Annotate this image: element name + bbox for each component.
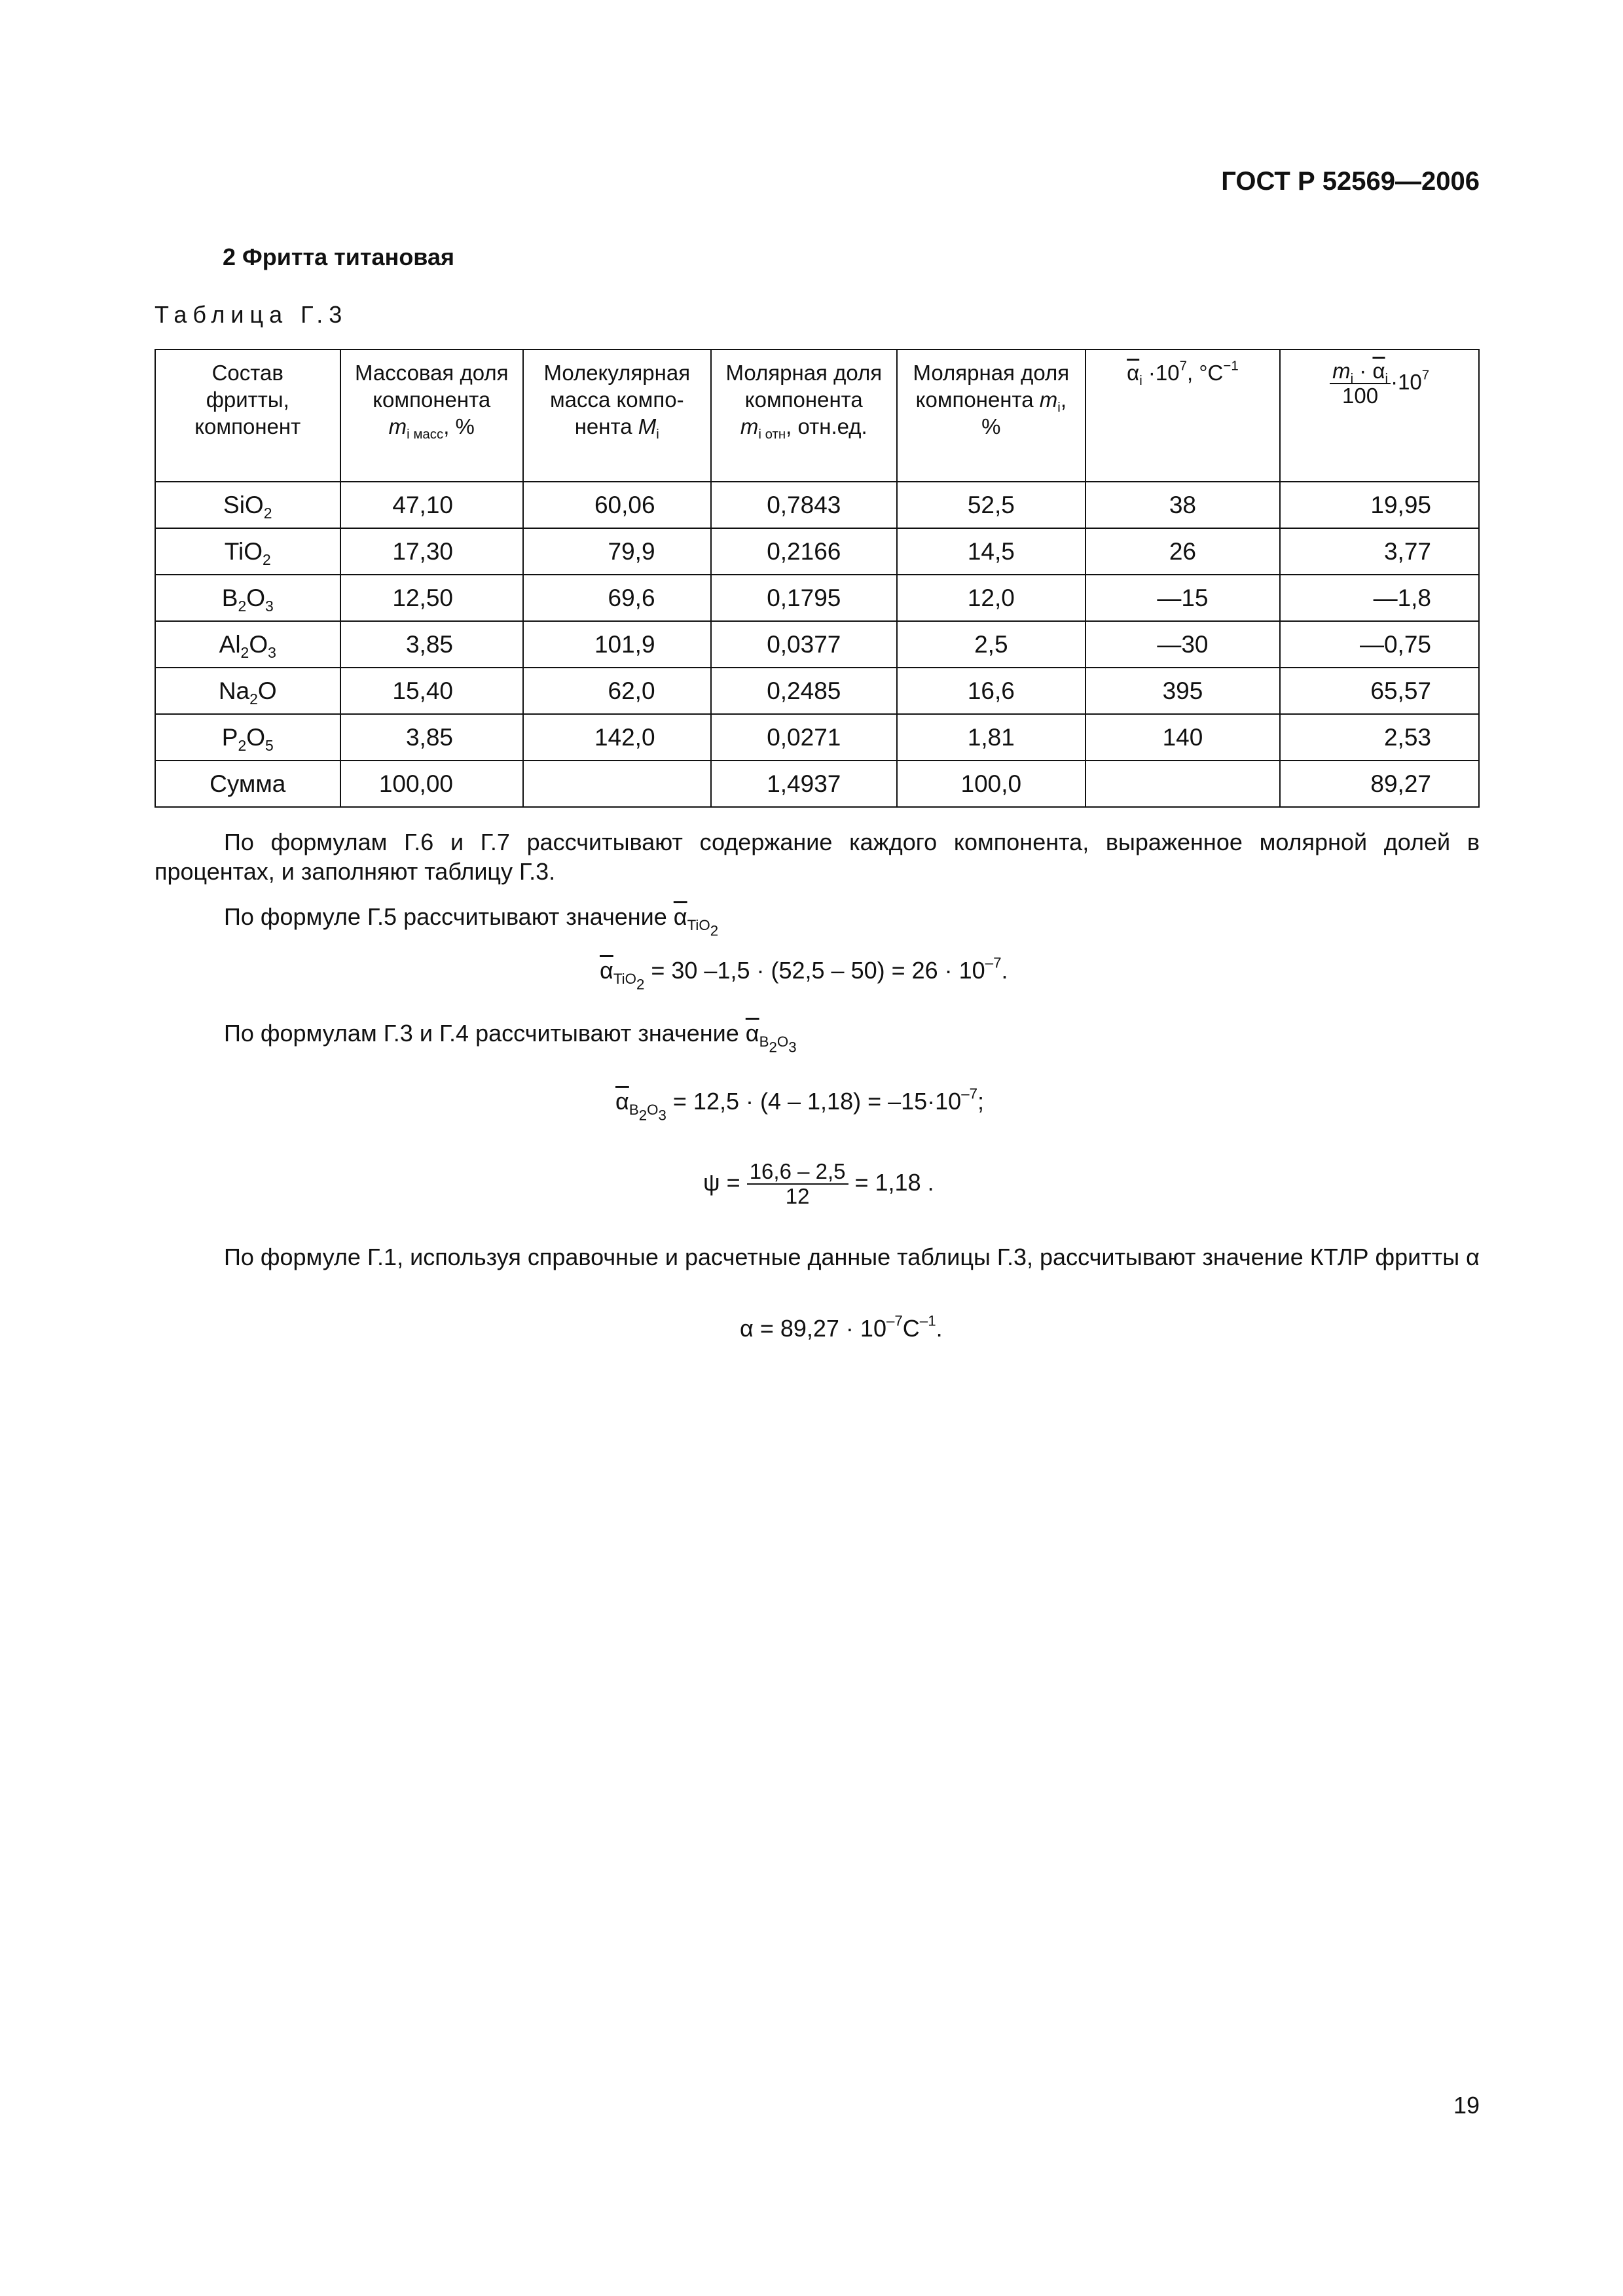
header-molar-fraction-percent: Молярная доля компонента $m_i$, %: [897, 350, 1085, 472]
table-row: [155, 482, 1479, 528]
cell-mass-fraction: 15,40: [340, 668, 523, 714]
header-relative-molar-fraction: Молярная доля компонента $m_{i отн}$, отн.ед.: [711, 350, 898, 472]
header-mass-fraction: Массовая доля компонента $m_{i масс}$, %: [340, 350, 523, 472]
cell-product: 65,57: [1280, 668, 1479, 714]
header-alpha: $\overline{\alpha}_i \cdot 10^7$, $^\circ C^{-1}$: [1085, 350, 1281, 472]
cell-mass-fraction: 3,85: [340, 621, 523, 668]
header-product-fraction: $\frac{m_i \cdot \overline{\alpha}_i}{100}$: [1330, 359, 1391, 408]
cell-molar-percent: 2,5: [897, 621, 1085, 668]
page-number: 19: [1453, 2092, 1480, 2119]
cell-molar-mass: [523, 761, 711, 807]
cell-molar-mass: 69,6: [523, 575, 711, 621]
cell-molar-percent: 14,5: [897, 528, 1085, 575]
header-composition: Состав фритты, компонент: [155, 350, 340, 472]
cell-molar-percent: 12,0: [897, 575, 1085, 621]
cell-molar-mass: 62,0: [523, 668, 711, 714]
cell-molar-percent: 52,5: [897, 482, 1085, 528]
cell-component: $Na_2O$: [155, 668, 340, 714]
cell-relative-fraction: 0,7843: [711, 482, 898, 528]
cell-relative-fraction: 0,2166: [711, 528, 898, 575]
cell-product: —1,8: [1280, 575, 1479, 621]
cell-component: $Al_2O_3$: [155, 621, 340, 668]
paragraph-alpha-tio2: По формуле Г.5 рассчитывают значение $\overline{\alpha}_{TiO2}$: [224, 903, 719, 939]
document-code: ГОСТ Р 52569—2006: [1221, 167, 1480, 196]
table-row: [155, 668, 1479, 714]
cell-relative-fraction: 0,2485: [711, 668, 898, 714]
frit-composition-table: [155, 349, 1480, 808]
table-row: [155, 528, 1479, 575]
cell-alpha: 38: [1085, 482, 1281, 528]
cell-alpha: 395: [1085, 668, 1281, 714]
table-row: [155, 575, 1479, 621]
paragraph-alpha-b2o3: По формулам Г.3 и Г.4 рассчитывают значение $\overline{\alpha}_{B2O3}$: [224, 1020, 797, 1056]
cell-molar-percent: 100,0: [897, 761, 1085, 807]
equation-alpha-tio2: $\overline{\alpha}_{TiO2} = 30$ $-1,5 \cdot (52,5 - 50) = 26 \cdot 10^{-7}$.: [600, 954, 1008, 993]
cell-mass-fraction: 12,50: [340, 575, 523, 621]
cell-mass-fraction: 100,00: [340, 761, 523, 807]
cell-component: TiO$_2$: [155, 528, 340, 575]
psi-fraction: $\frac{16,6 - 2,5}{12}$: [747, 1160, 848, 1209]
paragraph-ctle: По формуле Г.1, используя справочные и расчетные данные таблицы Г.3, рассчитывают значение КТЛР фритты α: [224, 1244, 1480, 1270]
cell-molar-mass: 60,06: [523, 482, 711, 528]
cell-product: 3,77: [1280, 528, 1479, 575]
cell-alpha: —30: [1085, 621, 1281, 668]
section-title: 2 Фритта титановая: [223, 243, 454, 270]
cell-relative-fraction: 1,4937: [711, 761, 898, 807]
table-caption: Таблица Г.3: [155, 301, 348, 328]
equation-alpha-b2o3: $\overline{\alpha}_{B2O3} = 12,5 \cdot (4 - 1,18) = -15\cdot 10^{-7}$;: [615, 1085, 985, 1124]
table-row: [155, 714, 1479, 761]
header-molar-mass: Молекулярная масса компо- нента $M_i$: [523, 350, 711, 472]
cell-mass-fraction: 3,85: [340, 714, 523, 761]
cell-relative-fraction: 0,0377: [711, 621, 898, 668]
table-header-row: [155, 350, 1479, 472]
cell-component: $B_2O_3$: [155, 575, 340, 621]
equation-alpha-result: $\alpha = 89,27 \cdot 10^{-7}С^{-1}$.: [740, 1312, 943, 1342]
cell-product: 89,27: [1280, 761, 1479, 807]
cell-product: 19,95: [1280, 482, 1479, 528]
cell-component: $P_2O_5$: [155, 714, 340, 761]
cell-molar-percent: 16,6: [897, 668, 1085, 714]
cell-alpha: —15: [1085, 575, 1281, 621]
equation-psi: ψ = $\frac{16,6 - 2,5}{12}$ = 1,18 .: [703, 1159, 934, 1209]
cell-molar-mass: 142,0: [523, 714, 711, 761]
cell-mass-fraction: 47,10: [340, 482, 523, 528]
alpha-symbol: $\overline{\alpha}$: [1127, 361, 1140, 385]
cell-relative-fraction: 0,0271: [711, 714, 898, 761]
cell-component: Сумма: [155, 761, 340, 807]
cell-molar-mass: 101,9: [523, 621, 711, 668]
cell-alpha: [1085, 761, 1281, 807]
cell-molar-percent: 1,81: [897, 714, 1085, 761]
table-row: [155, 621, 1479, 668]
cell-component: SiO$_2$: [155, 482, 340, 528]
cell-product: —0,75: [1280, 621, 1479, 668]
cell-mass-fraction: 17,30: [340, 528, 523, 575]
cell-relative-fraction: 0,1795: [711, 575, 898, 621]
header-product: $\frac{m_i \cdot \overline{\alpha}_i}{100}$ $\cdot 10^7$: [1280, 350, 1479, 472]
table-row: [155, 761, 1479, 807]
paragraph-fill-table: По формулам Г.6 и Г.7 рассчитывают содержание каждого компонента, выраженное молярной долей в процентах, и заполняют таблицу Г.3.: [155, 829, 1480, 885]
cell-molar-mass: 79,9: [523, 528, 711, 575]
cell-alpha: 26: [1085, 528, 1281, 575]
cell-product: 2,53: [1280, 714, 1479, 761]
cell-alpha: 140: [1085, 714, 1281, 761]
